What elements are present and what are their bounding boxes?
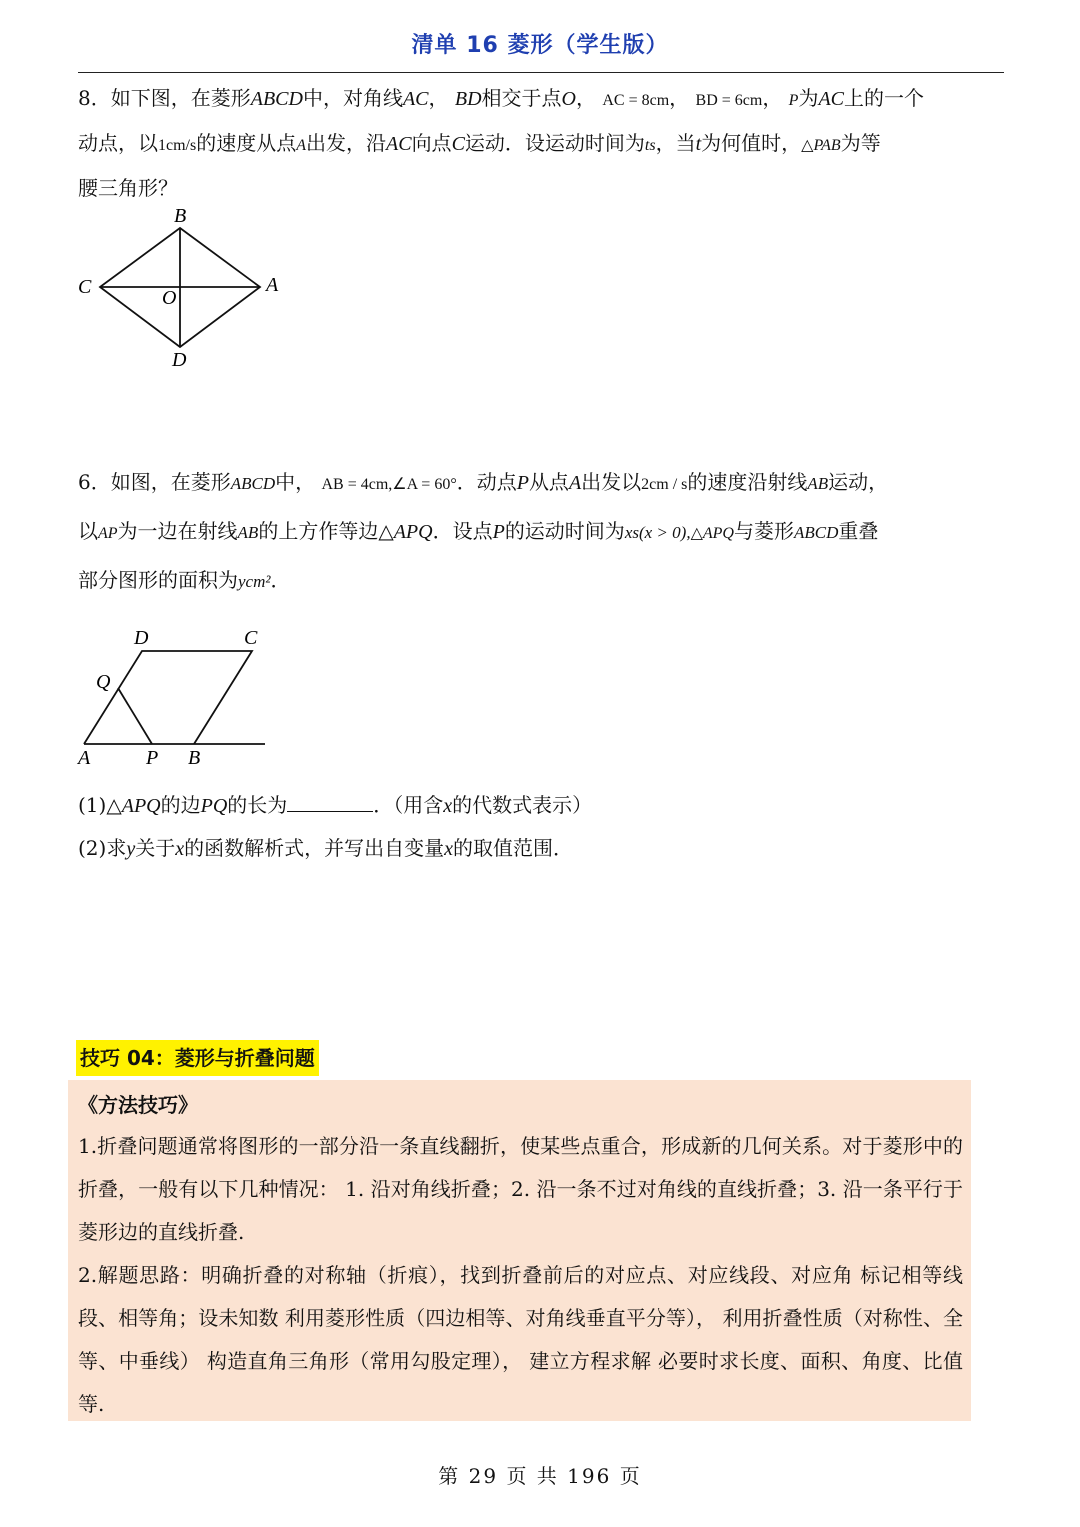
p8-line2-d: 向点 <box>411 131 452 155</box>
p8-tri: △PAB <box>801 137 841 154</box>
p8-line2-e: 运动．设运动时间为 <box>464 131 645 155</box>
answer-blank[interactable] <box>287 793 373 812</box>
label-b-6: B <box>188 747 201 769</box>
section-heading: 技巧 04：菱形与折叠问题 <box>76 1040 319 1076</box>
q2-y: y <box>126 838 136 860</box>
p8-line2-h: 为等 <box>840 131 881 155</box>
label-b: B <box>174 205 187 227</box>
label-a: A <box>266 274 279 296</box>
p8-ac-2: AC <box>818 88 845 110</box>
p6-ap: AP <box>98 525 118 542</box>
label-d-6: D <box>134 627 149 649</box>
p8-ac-eq: AC = 8cm <box>602 92 670 109</box>
problem-6-text <box>78 459 1006 605</box>
q1-tri: △APQ <box>106 795 161 817</box>
p6-text-f: 的速度沿射线 <box>687 470 808 494</box>
p6-a: A <box>568 472 582 494</box>
q2-text-c: 的函数解析式，并写出自变量 <box>184 836 445 860</box>
p8-o: O <box>561 88 576 110</box>
p6-p-2: P <box>492 521 505 543</box>
label-o: O <box>162 287 177 309</box>
q2-x: x <box>175 838 185 860</box>
problem-8-number: 8． <box>78 86 111 110</box>
p8-a: A <box>296 137 306 154</box>
p6-line3-b: ． <box>270 568 291 592</box>
p6-cond: AB = 4cm,∠A = 60° <box>321 476 457 493</box>
rhombus-figure-8 <box>70 200 290 380</box>
segment-pq <box>118 688 152 744</box>
q2-prefix: (2)求 <box>78 836 127 860</box>
p8-line2-f: ，当 <box>655 131 696 155</box>
q1-x: x <box>443 795 453 817</box>
tips-item-1: 1.折叠问题通常将图形的一部分沿一条直线翻折，使某些点重合，形成新的几何关系。对于菱形中的折叠，一般有以下几种情况： 1. 沿对角线折叠；2. 沿一条不过对角线的直线折叠；3. 沿一条平行于菱形边的直线折叠. <box>78 1134 963 1244</box>
p6-text-d: 从点 <box>528 470 569 494</box>
p8-text-a: 如下图，在菱形 <box>110 86 251 110</box>
p6-speed: 2cm / s <box>641 476 688 493</box>
p8-t: t <box>695 133 702 155</box>
p8-line3: 腰三角形？ <box>78 176 178 200</box>
p8-text-c: 相交于点 <box>481 86 562 110</box>
q1-prefix: (1) <box>78 793 107 817</box>
p6-line2-c: 的上方作等边 <box>258 519 379 543</box>
p6-ab: AB <box>807 474 829 493</box>
p6-p: P <box>516 472 529 494</box>
q1-text-e: 的代数式表示） <box>452 793 593 817</box>
p8-line2-g: 为何值时， <box>701 131 802 155</box>
p6-line2-g: 重叠 <box>838 519 879 543</box>
p8-comma-2: ， <box>576 86 596 110</box>
p8-comma-3: ， <box>669 86 690 110</box>
q2-x2: x <box>444 838 454 860</box>
label-c-6: C <box>244 627 258 649</box>
p6-text-c: ．动点 <box>456 470 517 494</box>
p8-abcd: ABCD <box>250 88 303 110</box>
p6-line2-f: 与菱形 <box>733 519 794 543</box>
rhombus-figure-6 <box>70 620 290 780</box>
p6-text-e: 出发以 <box>581 470 642 494</box>
label-q: Q <box>96 671 111 693</box>
p8-c: C <box>451 133 465 155</box>
p6-ycm: ycm² <box>238 572 271 591</box>
q2-text-d: 的取值范围． <box>453 836 574 860</box>
p8-line2-c: 出发，沿 <box>306 131 386 155</box>
label-a-6: A <box>78 747 91 769</box>
p8-p: P <box>788 92 799 109</box>
q1-text-c: 的长为 <box>227 793 288 817</box>
p6-line2-a: 以 <box>78 519 98 543</box>
p8-ac: AC <box>402 88 429 110</box>
problem-6-number: 6． <box>78 470 111 494</box>
p6-line2-b: 为一边在射线 <box>117 519 238 543</box>
problem-6-questions <box>78 784 1006 870</box>
p8-text-b: 中，对角线 <box>302 86 403 110</box>
p8-line2-a: 动点，以 <box>78 131 158 155</box>
p8-comma-4: ， <box>762 86 783 110</box>
p8-bd-eq: BD = 6cm <box>695 92 763 109</box>
rhombus-sides-6 <box>84 651 252 744</box>
label-d: D <box>172 349 187 371</box>
label-p: P <box>146 747 159 769</box>
p6-line3-a: 部分图形的面积为 <box>78 568 238 592</box>
p6-ab-2: AB <box>237 523 259 542</box>
p6-text-b: 中， <box>275 470 316 494</box>
tips-item-2: 2.解题思路：明确折叠的对称轴（折痕），找到折叠前后的对应点、对应线段、对应角 标记相等线段、相等角；设未知数 利用菱形性质（四边相等、对角线垂直平分等）， 利用折叠性质（对称性、全等、中垂线） 构造直角三角形（常用勾股定理）， 建立方程求解 必要时求长度、面积、角度、比值等. <box>78 1263 963 1416</box>
label-c: C <box>78 276 92 298</box>
q1-pq: PQ <box>200 795 228 817</box>
q2-text-b: 关于 <box>135 836 176 860</box>
header-divider <box>78 72 1004 73</box>
p8-ac-3: AC <box>386 133 412 155</box>
p8-line2-b: 的速度从点 <box>196 131 297 155</box>
p6-line2-d: ．设点 <box>432 519 493 543</box>
p6-abcd-2: ABCD <box>793 523 839 542</box>
q1-text-d: ．（用含 <box>373 793 444 817</box>
p6-tri-2: △APQ <box>690 525 734 542</box>
p6-xs: xs(x > 0), <box>624 523 691 542</box>
p8-text-d: 为 <box>798 86 819 110</box>
p6-text-a: 如图，在菱形 <box>110 470 231 494</box>
p8-comma-1: ， <box>428 86 449 110</box>
page-number: 第 29 页 共 196 页 <box>438 1464 642 1488</box>
p8-ts: ts <box>644 137 656 154</box>
page-title: 清单 16 菱形（学生版） <box>411 33 669 58</box>
tips-title: 《方法技巧》 <box>78 1093 198 1117</box>
p8-speed: 1cm/s <box>158 137 197 154</box>
p6-tri: △APQ <box>378 521 433 543</box>
q1-text-b: 的边 <box>160 793 201 817</box>
p6-line2-e: 的运动时间为 <box>504 519 625 543</box>
p8-text-e: 上的一个 <box>844 86 925 110</box>
p8-bd: BD <box>454 88 482 110</box>
problem-8-text <box>78 77 1006 209</box>
p6-text-g: 运动， <box>828 470 889 494</box>
p6-abcd: ABCD <box>230 474 276 493</box>
